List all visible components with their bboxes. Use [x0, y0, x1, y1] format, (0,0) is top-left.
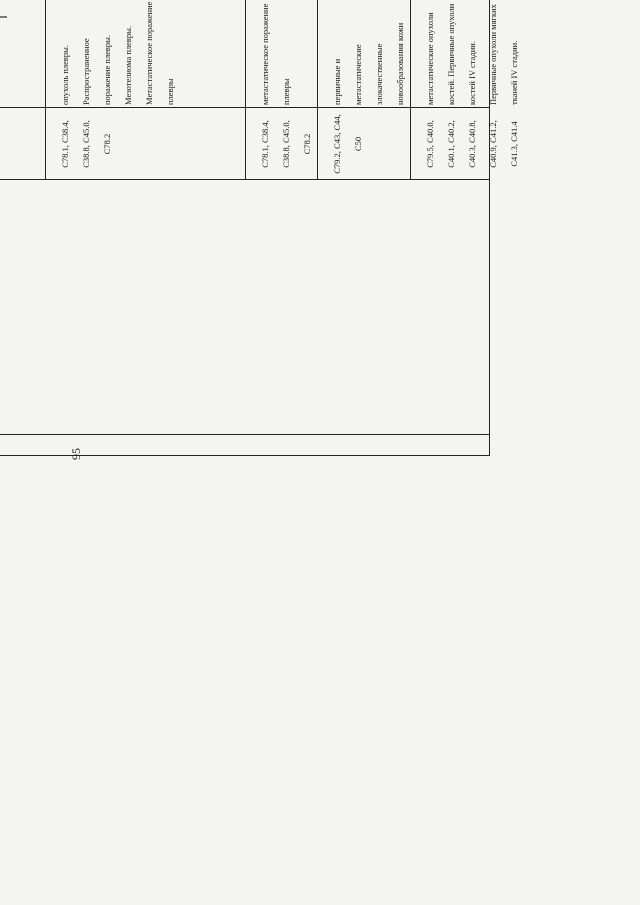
diagnosis-line: тканей IV стадии. [508, 40, 519, 105]
row-1-diagnosis [49, 0, 186, 108]
row-divider [45, 0, 46, 180]
diagnosis-line: Мезотелиома плевры. [122, 25, 133, 105]
code-line: C38.8, C45.0, [280, 120, 291, 168]
row-1-codes [49, 108, 123, 180]
code-line: C79.5, C40.0, [424, 120, 435, 168]
code-line: C50 [352, 136, 363, 152]
diagnosis-line: костей. Первичные опухоли [445, 3, 456, 105]
row-3-codes [321, 108, 374, 180]
diagnosis-line: первичные и [331, 58, 342, 105]
diagnosis-line: плевры [280, 78, 291, 105]
code-line: C78.1, C38.4, [259, 120, 270, 168]
row-divider [245, 0, 246, 180]
row-4-codes [414, 108, 530, 180]
code-line: C78.1, C38.4, [59, 120, 70, 168]
code-line: C40.3, C40.8, [466, 120, 477, 168]
code-line: C41.3, C41.4 [508, 121, 519, 167]
diagnosis-line: метастатические [352, 44, 363, 105]
code-line: C38.8, C45.0, [80, 120, 91, 168]
diagnosis-line: костей IV стадии. [466, 41, 477, 105]
diagnosis-line: Распространенное [80, 38, 91, 105]
row-2-codes [249, 108, 323, 180]
code-line: C79.2, C43, C44, [331, 114, 342, 174]
diagnosis-line: опухоль плевры. [59, 44, 70, 105]
code-line: C78.2 [301, 133, 312, 155]
diagnosis-line: поражение плевры. [101, 34, 112, 105]
services-table [0, 0, 519, 456]
col-divider [0, 434, 489, 435]
page-number: 95 [69, 448, 83, 460]
diagnosis-line: плевры [164, 78, 175, 105]
diagnosis-line: метастатическое поражение [259, 3, 270, 105]
row-4-diagnosis [414, 0, 530, 108]
row-2-diagnosis [249, 0, 302, 108]
row-3-diagnosis [321, 0, 416, 108]
diagnosis-line: Метастатическое поражение [143, 1, 154, 105]
diagnosis-line: новообразования кожи [394, 22, 405, 105]
diagnosis-line: злокачественные [373, 43, 384, 105]
diagnosis-line: метастатические опухоли [424, 12, 435, 105]
code-line: C40.1, C40.2, [445, 120, 456, 168]
code-line: C40.9, C41.2, [487, 120, 498, 168]
diagnosis-line: Первичные опухоли мягких [487, 4, 498, 105]
code-line: C78.2 [101, 133, 112, 155]
